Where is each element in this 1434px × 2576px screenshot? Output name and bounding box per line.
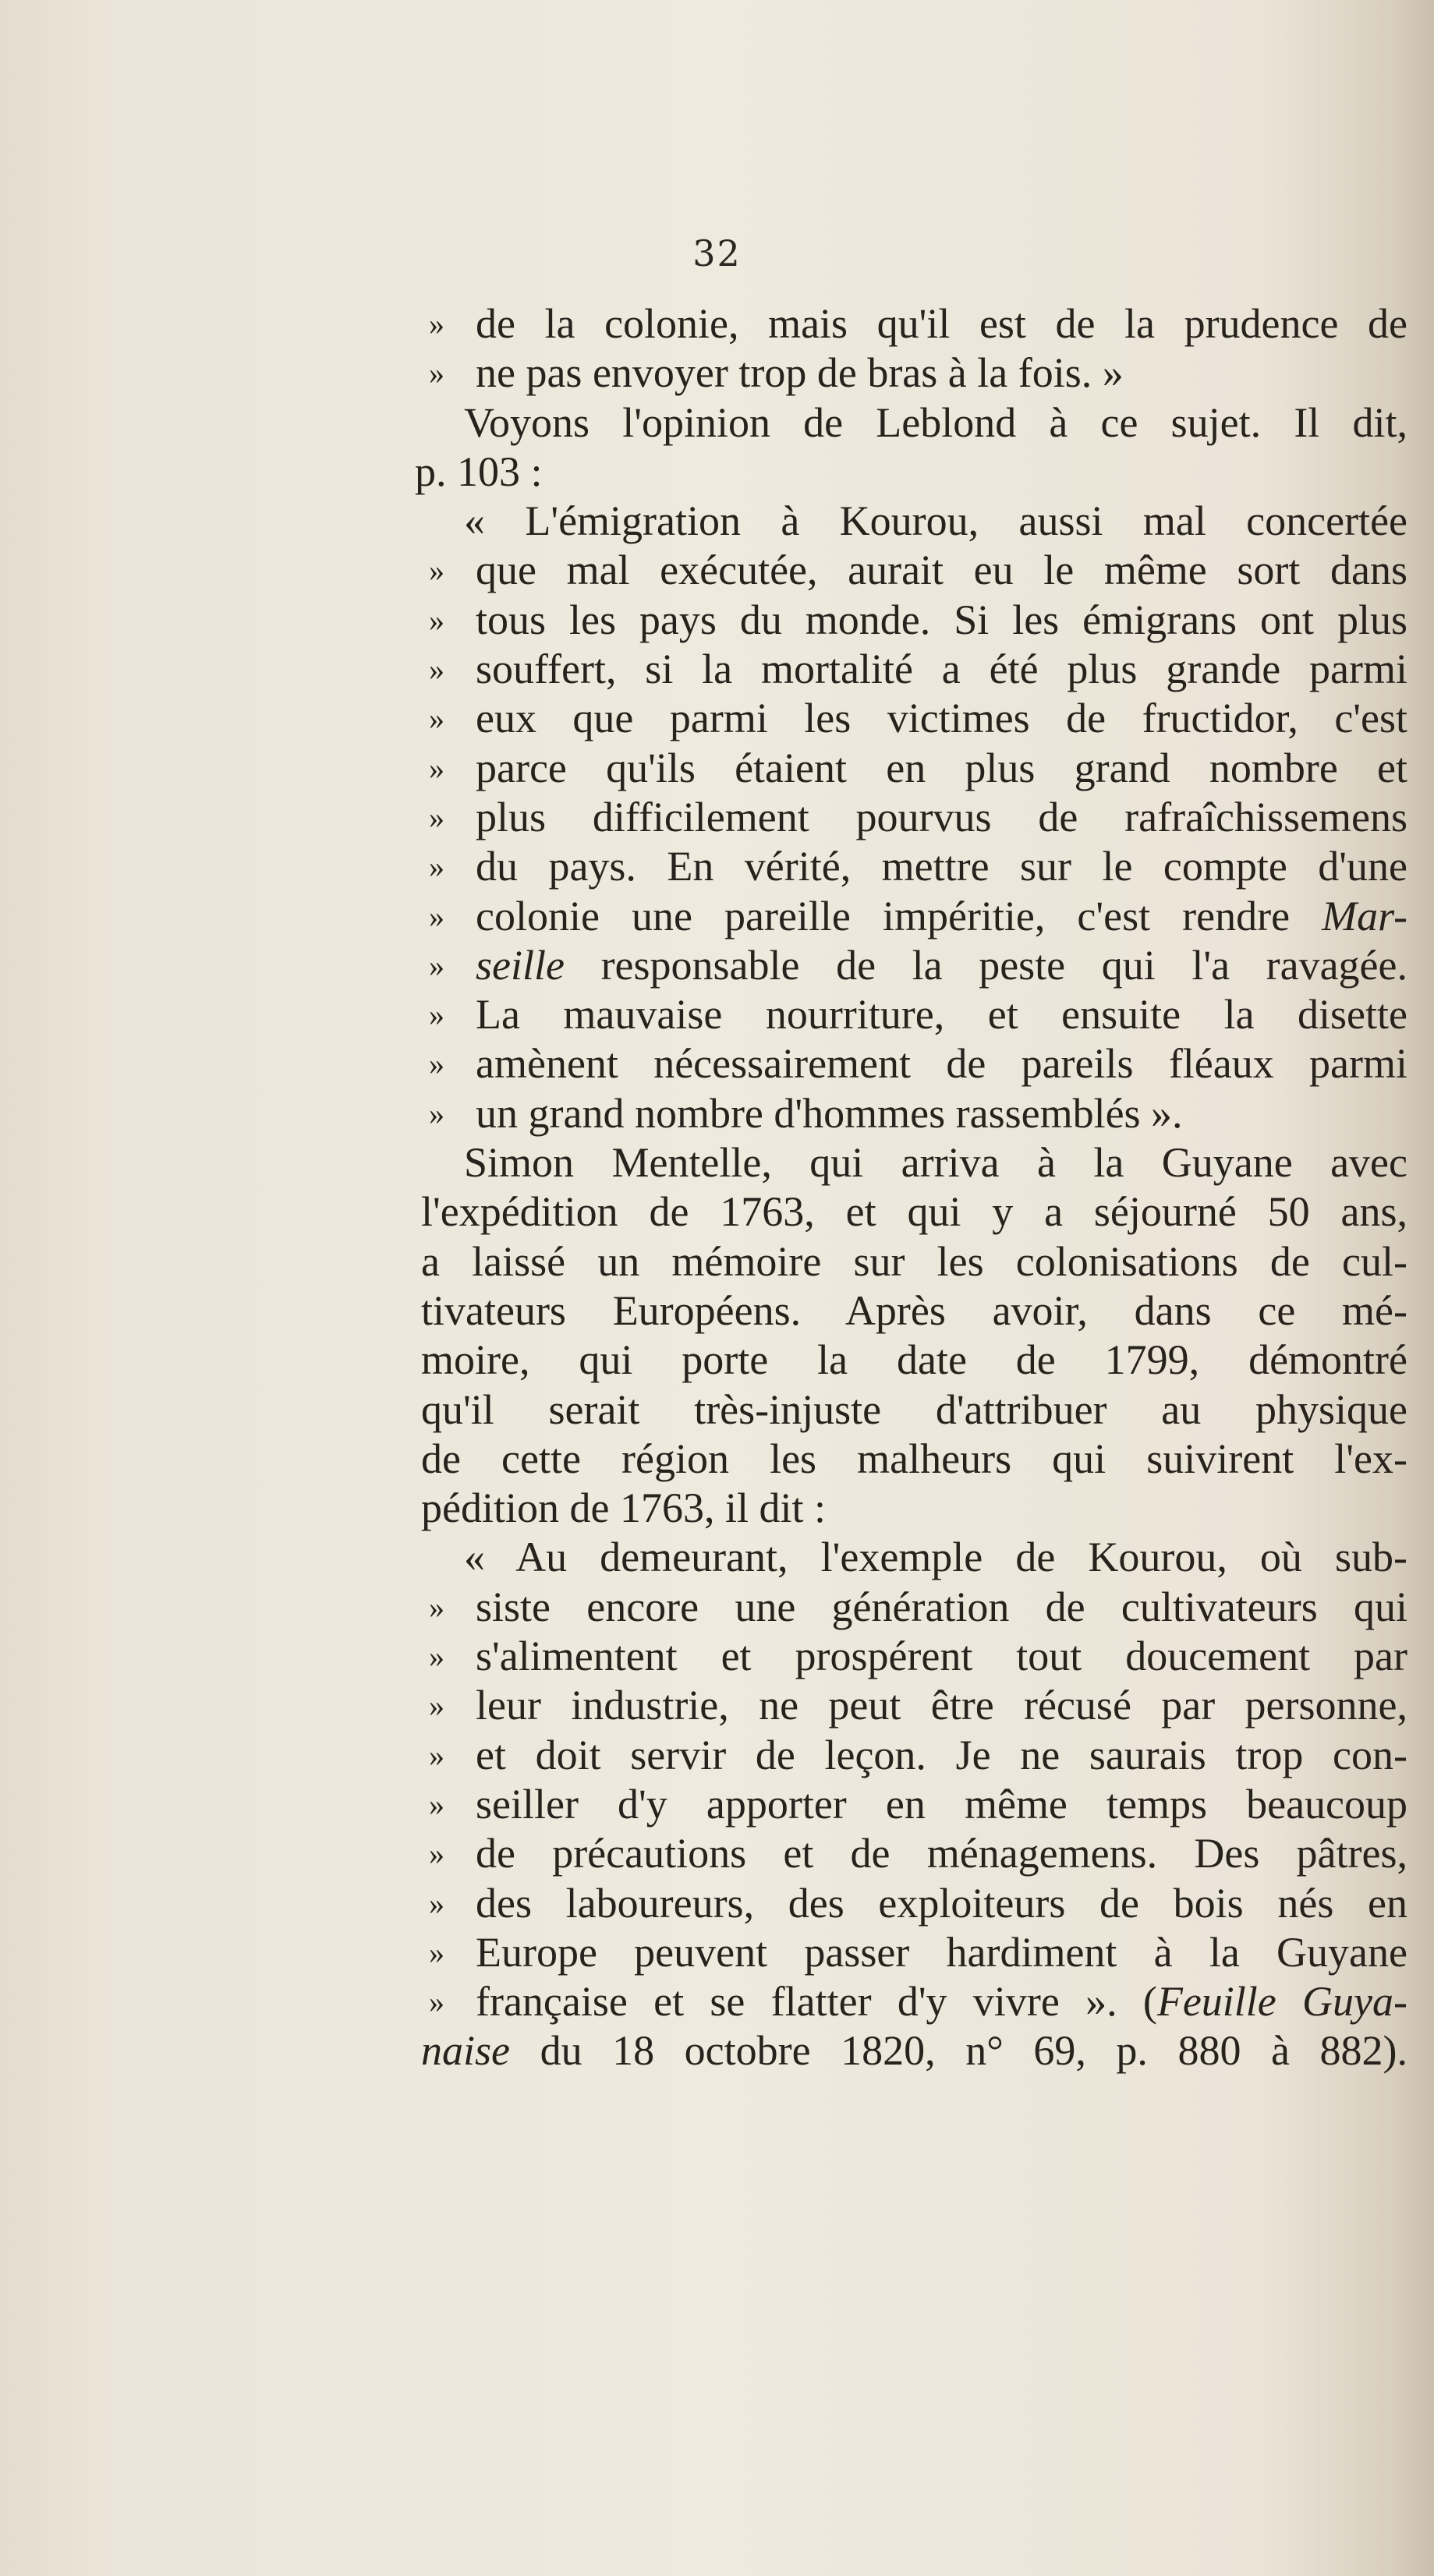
page-number: 32: [692, 232, 742, 274]
text-line: « L'émigration à Kourou, aussi mal concertée: [464, 497, 1407, 545]
text-line: » du pays. En vérité, mettre sur le compte d'une: [421, 842, 1407, 891]
text-line: qu'il serait très-injuste d'attribuer au physique: [421, 1385, 1407, 1433]
text-line: » seiller d'y apporter en même temps beaucoup: [421, 1780, 1407, 1829]
text-line: » de la colonie, mais qu'il est de la prudence de: [421, 299, 1407, 349]
text-line: » parce qu'ils étaient en plus grand nombre et: [421, 744, 1407, 793]
text-line: pédition de 1763, il dit :: [421, 1484, 826, 1532]
body-text: [415, 299, 1408, 2076]
text-line: moire, qui porte la date de 1799, démontré: [421, 1336, 1407, 1384]
text-line: » eux que parmi les victimes de fructidor, c'est: [421, 694, 1407, 743]
text-line: » française et se flatter d'y vivre ». (Feuille Guya-: [421, 1977, 1407, 2026]
text-line: « Au demeurant, l'exemple de Kourou, où sub-: [464, 1534, 1407, 1581]
text-line: » leur industrie, ne peut être récusé par personne,: [421, 1681, 1407, 1730]
text-line: a laissé un mémoire sur les colonisations de cul-: [421, 1237, 1407, 1285]
text-line: » des laboureurs, des exploiteurs de bois nés en: [421, 1879, 1407, 1928]
italic-word: Mar-: [1322, 892, 1407, 939]
text-line: » que mal exécutée, aurait eu le même sort dans: [421, 546, 1407, 595]
text-line: » un grand nombre d'hommes rassemblés ».: [421, 1089, 1407, 1138]
text-line: » et doit servir de leçon. Je ne saurais trop con-: [421, 1731, 1407, 1780]
text-line: Simon Mentelle, qui arriva à la Guyane avec: [464, 1139, 1407, 1187]
text-line: naise du 18 octobre 1820, n° 69, p. 880 à 882).: [421, 2027, 1408, 2075]
text-line: tivateurs Européens. Après avoir, dans ce mé-: [421, 1286, 1407, 1334]
italic-word: naise: [421, 2027, 510, 2075]
text-line: » de précautions et de ménagemens. Des pâtres,: [421, 1829, 1407, 1878]
text-line: de cette région les malheurs qui suivirent l'ex-: [421, 1435, 1407, 1482]
text-line: p. 103 :: [415, 448, 543, 495]
text-line: » La mauvaise nourriture, et ensuite la disette: [421, 990, 1407, 1039]
text-line: » s'alimentent et prospérent tout doucement par: [421, 1632, 1407, 1681]
italic-word: Feuille Guya-: [1156, 1978, 1407, 2026]
text-line: » Europe peuvent passer hardiment à la Guyane: [421, 1928, 1407, 1977]
text-line: » souffert, si la mortalité a été plus grande parmi: [421, 645, 1407, 694]
text-line: l'expédition de 1763, et qui y a séjourné 50 ans,: [421, 1188, 1407, 1236]
text-line: Voyons l'opinion de Leblond à ce sujet. Il dit,: [464, 398, 1407, 446]
text-line: » amènent nécessairement de pareils fléaux parmi: [421, 1039, 1407, 1088]
text-line: » colonie une pareille impéritie, c'est rendre Mar-: [421, 892, 1407, 941]
text-line: » seille responsable de la peste qui l'a ravagée.: [421, 941, 1407, 990]
text-line: » ne pas envoyer trop de bras à la fois. »: [421, 349, 1407, 398]
text-line: » plus difficilement pourvus de rafraîchissemens: [421, 793, 1407, 842]
text-line: » siste encore une génération de cultivateurs qui: [421, 1583, 1407, 1632]
text-line: » tous les pays du monde. Si les émigrans ont plus: [421, 596, 1407, 645]
italic-word: seille: [476, 941, 565, 989]
